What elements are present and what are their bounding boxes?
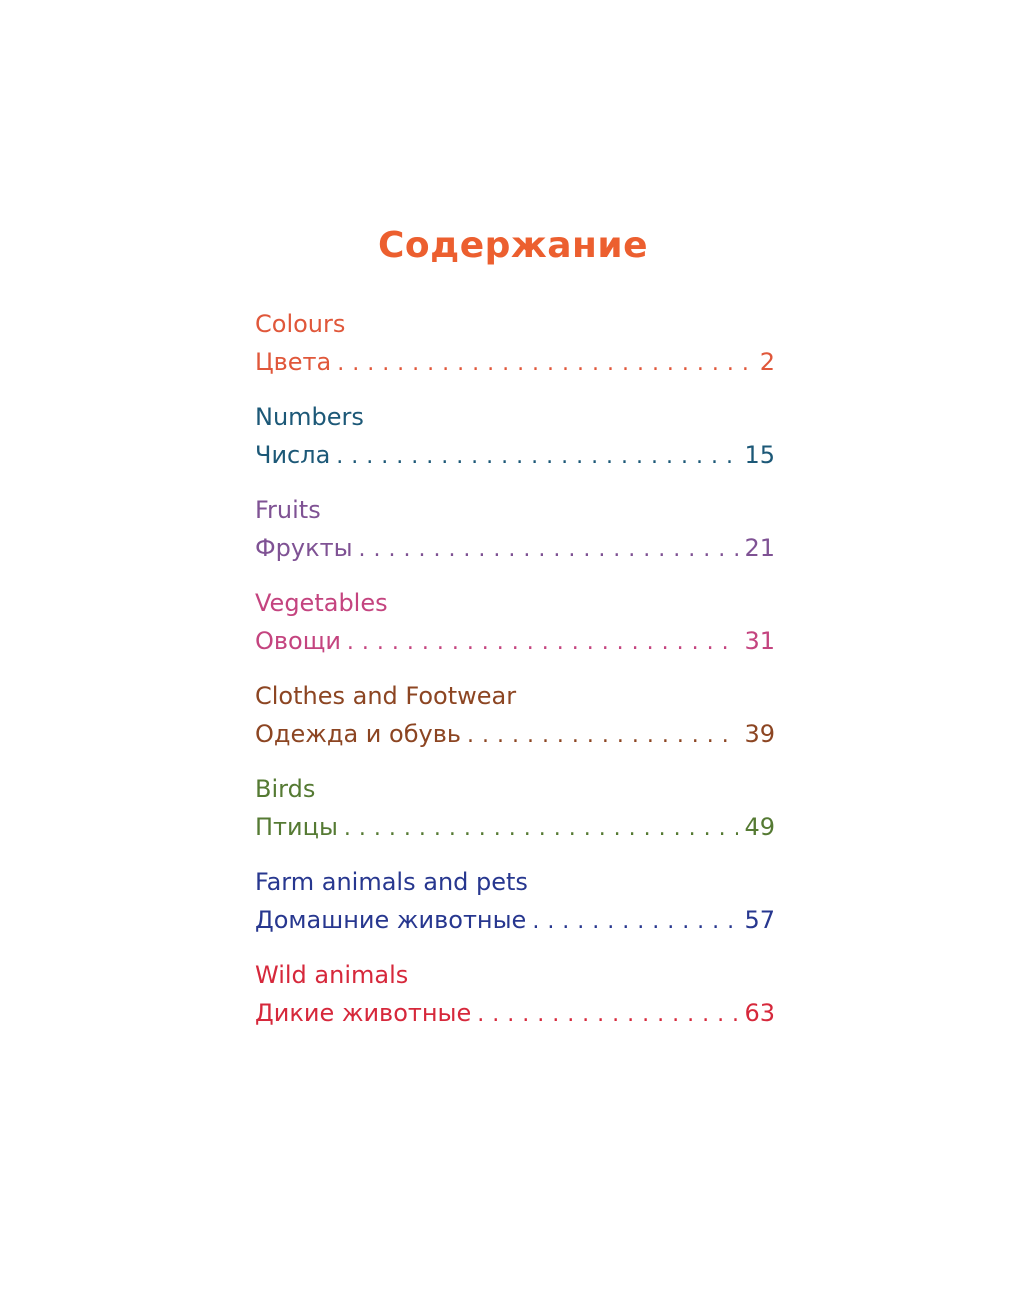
page-number: 21 [744,534,775,562]
toc-entry-title-en: Farm animals and pets [255,868,528,896]
table-of-contents [255,305,775,1049]
toc-entry-fruits [255,491,775,584]
toc-entry-colours [255,305,775,398]
toc-entry-title-en: Fruits [255,496,321,524]
toc-entry-link[interactable] [255,436,775,476]
toc-entry-link[interactable] [255,343,775,383]
page-number: 63 [744,999,775,1027]
toc-entry-title-en: Numbers [255,403,364,431]
toc-entry-wild-animals [255,956,775,1049]
toc-entry-title-en: Colours [255,310,346,338]
dot-leader [347,624,739,662]
toc-entry-birds [255,770,775,863]
dot-leader [532,903,738,941]
toc-entry-link[interactable] [255,622,775,662]
toc-entry-title-ru: Домашние животные [255,906,527,934]
page-title: Содержание [377,225,649,266]
dot-leader [336,438,738,476]
toc-entry-title-ru: Дикие животные [255,999,472,1027]
toc-entry-title-ru: Одежда и обувь [255,720,462,748]
page-number: 31 [744,627,775,655]
toc-entry-title-ru: Фрукты [255,534,353,562]
dot-leader [467,717,738,755]
toc-entry-title-ru: Цвета [255,348,332,376]
toc-entry-title-en: Birds [255,775,316,803]
toc-entry-title-ru: Числа [255,441,331,469]
toc-entry-title-ru: Овощи [255,627,341,655]
toc-entry-link[interactable] [255,529,775,569]
toc-entry-clothes-and-footwear [255,677,775,770]
toc-entry-link[interactable] [255,715,775,755]
dot-leader [477,996,738,1034]
toc-entry-numbers [255,398,775,491]
toc-entry-title-en: Clothes and Footwear [255,682,517,710]
page-number: 15 [744,441,775,469]
toc-entry-link[interactable] [255,901,775,941]
toc-entry-farm-animals-and-pets [255,863,775,956]
page-number: 39 [744,720,775,748]
toc-entry-title-ru: Птицы [255,813,338,841]
page-number: 2 [759,348,775,376]
toc-entry-vegetables [255,584,775,677]
toc-entry-link[interactable] [255,808,775,848]
dot-leader [344,810,739,848]
toc-entry-title-en: Wild animals [255,961,409,989]
toc-entry-title-en: Vegetables [255,589,388,617]
dot-leader [337,345,753,383]
page-number: 57 [744,906,775,934]
dot-leader [359,531,739,569]
page-number: 49 [744,813,775,841]
toc-entry-link[interactable] [255,994,775,1034]
